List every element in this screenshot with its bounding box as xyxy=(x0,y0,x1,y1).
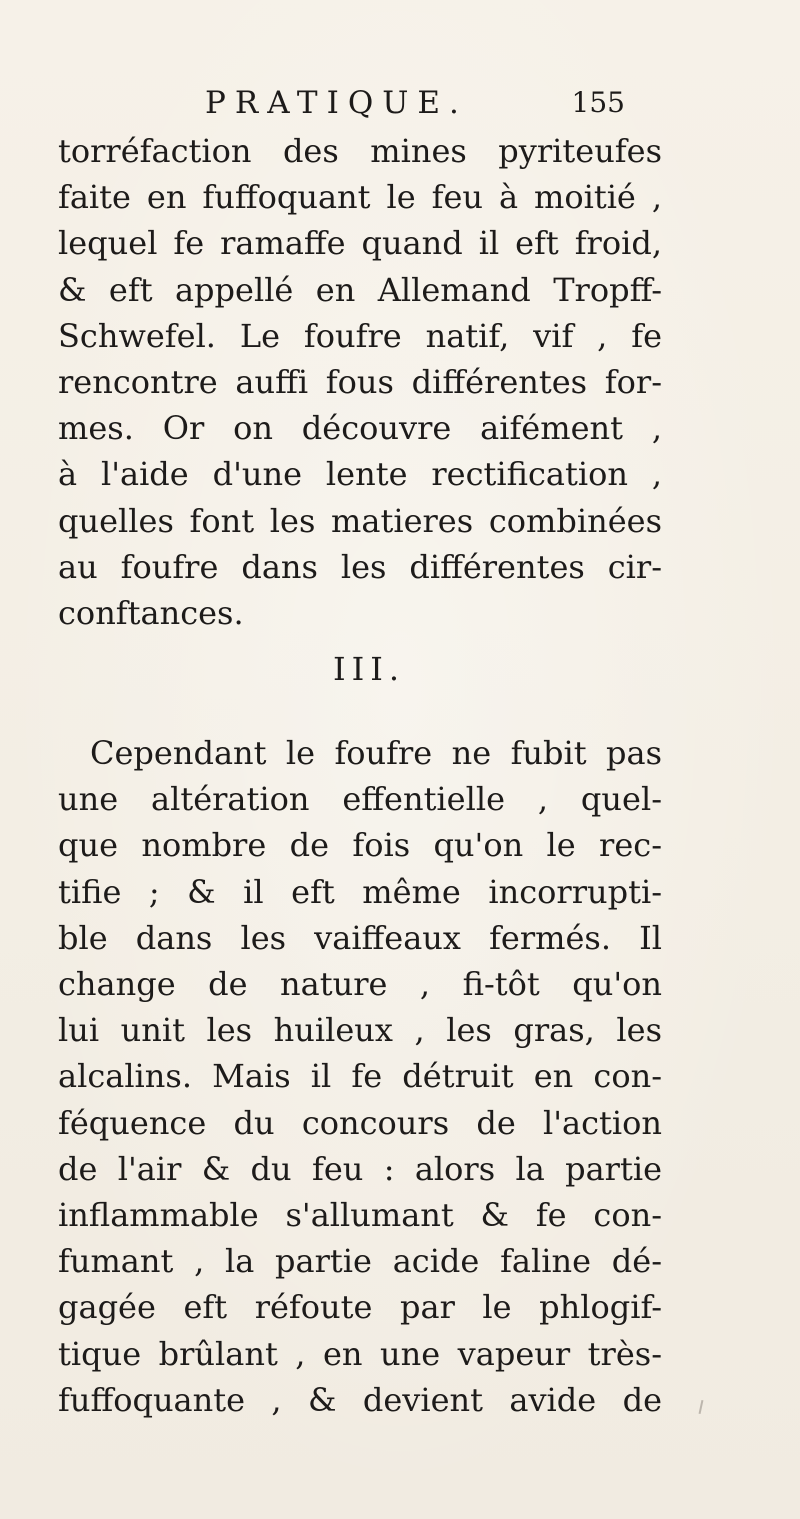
text-line: rencontre auffi fous différentes for- xyxy=(58,362,662,401)
text-line: fuffoquante , & devient avide de xyxy=(58,1380,662,1419)
text-line: tifie ; & il eft même incorrupti- xyxy=(58,872,662,911)
text-line: faite en fuffoquant le feu à moitié , xyxy=(58,178,662,217)
body-text xyxy=(58,128,662,1423)
text-line: conftances. xyxy=(58,593,244,632)
running-title: PRATIQUE. xyxy=(205,85,468,121)
text-line: lequel fe ramaffe quand il eft froid, xyxy=(58,224,662,263)
text-line: torréfaction des mines pyriteufes xyxy=(58,132,662,170)
text-line: change de nature , fi-tôt qu'on xyxy=(58,965,662,1003)
text-line: quelles font les matieres combinées xyxy=(58,501,662,540)
section-gap xyxy=(58,702,662,730)
text-line: une altération effentielle , quel- xyxy=(58,780,662,819)
section-heading: III. xyxy=(332,650,406,689)
text-line: & eft appellé en Allemand Tropff- xyxy=(58,270,662,309)
text-line: lui unit les huileux , les gras, les xyxy=(58,1011,662,1050)
text-line: inflammable s'allumant & fe con- xyxy=(58,1195,662,1234)
text-line: Schwefel. Le foufre natif, vif , fe xyxy=(58,316,662,355)
page-number: 155 xyxy=(571,86,625,119)
text-line: Cependant le foufre ne fubit pas xyxy=(90,734,662,773)
text-line: de l'air & du feu : alors la partie xyxy=(58,1149,662,1188)
text-line: féquence du concours de l'action xyxy=(58,1103,662,1142)
text-line: fumant , la partie acide faline dé- xyxy=(58,1242,662,1281)
text-line: gagée eft réfoute par le phlogif- xyxy=(58,1288,662,1327)
running-head xyxy=(205,78,635,128)
text-line: que nombre de fois qu'on le rec- xyxy=(58,826,662,865)
text-line: tique brûlant , en une vapeur très- xyxy=(58,1334,662,1373)
text-line: au foufre dans les différentes cir- xyxy=(58,547,662,586)
text-line: à l'aide d'une lente rectification , xyxy=(58,455,662,494)
text-line: mes. Or on découvre aifément , xyxy=(58,409,662,448)
text-line: alcalins. Mais il fe détruit en con- xyxy=(58,1057,662,1096)
paper-mark xyxy=(699,1400,704,1414)
text-line: ble dans les vaiffeaux fermés. Il xyxy=(58,918,662,957)
